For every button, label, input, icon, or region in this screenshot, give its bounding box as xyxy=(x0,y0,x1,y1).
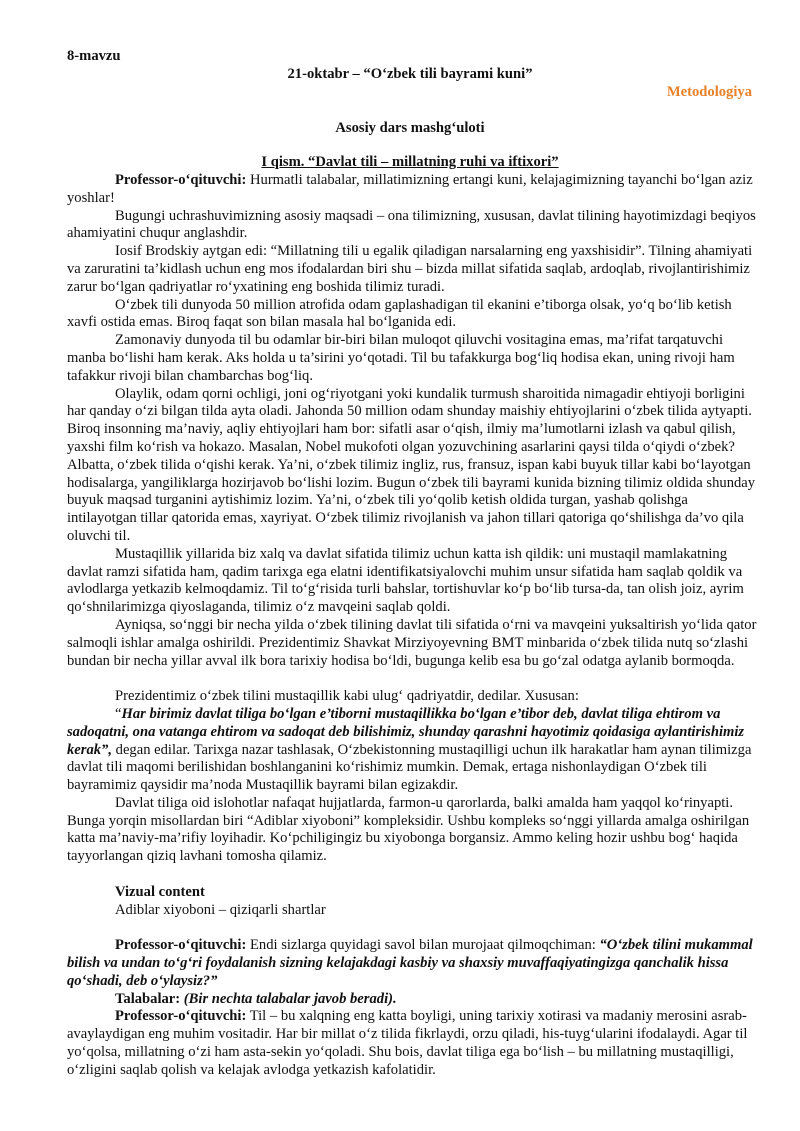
paragraph-12 xyxy=(67,937,757,990)
speaker-label: Talabalar: xyxy=(115,990,181,1007)
paragraph-1 xyxy=(67,172,757,208)
page-title: 21-oktabr – “O‘zbek tili bayrami kuni” xyxy=(287,66,533,82)
paragraph-10 xyxy=(67,706,757,795)
paragraph-4: O‘zbek tili dunyoda 50 million atrofida odam gaplashadigan til ekanini e’tiborga olsak, yo‘q bo‘lib ketish xavfi ostida emas. Biroq faqat son bilan masala hal bo‘lganida edi. xyxy=(67,296,732,331)
paragraph-text: Endi sizlarga quyidagi savol bilan murojaat qilmoqchiman: xyxy=(246,937,600,954)
visual-content-heading: Vizual content xyxy=(115,883,205,900)
paragraph-9: Prezidentimiz o‘zbek tilini mustaqillik kabi ulug‘ qadriyatdir, dedilar. Xususan: xyxy=(115,688,579,705)
paragraph-text: Hurmatli talabalar, millatimizning ertangi kuni, kelajagimizning tayanchi bo‘lgan aziz yoshlar! xyxy=(67,172,753,206)
part-title: I qism. “Davlat tili – millatning ruhi va iftixori” xyxy=(261,154,559,170)
document-body xyxy=(67,172,757,1080)
paragraph-2: Bugungi uchrashuvimizning asosiy maqsadi – ona tilimizning, xususan, davlat tilining hayotimizdagi beqiyos ahamiyatini chuqur anglashdir. xyxy=(67,207,756,242)
paragraph-6: Olaylik, odam qorni ochligi, joni og‘riyotgani yoki kundalik turmush sharoitida nimagadir ehtiyoji borligini har qanday o‘zi bilgan tilda ayta oladi. Jahonda 50 million odam shunday maishiy ehtiyojlarini o‘zbek tilida aytyapti. Biroq insonning ma’naviy, aqliy ehtiyojlari ham bor: sifatli asar o‘qish, ilmiy ma’lumotlarni izlash va qabul qilish, yaxshi film ko‘rish va hokazo. Masalan, Nobel mukofoti olgan yozuvchining asarlarini qaysi tilda o‘qiydi o‘zbek? Albatta, o‘zbek tilida o‘qishi kerak. Ya’ni, o‘zbek tilimiz ingliz, rus, fransuz, ispan kabi buyuk tillar kabi bo‘layotgan hodisalarga, yangiliklarga hozirjavob bo‘lishi lozim. Bugun o‘zbek tili bayrami kunida bizning tilimiz oldida shunday buyuk maqsad turganini aytishimiz lozim. Ya’ni, o‘zbek tili yo‘qolib ketish oldida turgan, yashab qolishga intilayotgan tillar qatorida emas, xayriyat. O‘zbek tilimiz rivojlanish va jahon tillari qatoriga qo‘shilishga da’vo qila oluvchi til. xyxy=(67,385,756,544)
paragraph-text: Til – bu xalqning eng katta boyligi, uning tarixiy xotirasi va madaniy merosini asrab-avaylaydigan eng muhim vositadir. Har bir millat o‘z tilida fikrlaydi, orzu qiladi, his-tuyg‘ularini ifodalaydi. Agar til yo‘qolsa, millatning o‘zi ham asta-sekin yo‘qoladi. Shu bois, davlat tiliga ega bo‘lish – bu millatning mustaqilligi, o‘zligini saqlab qolish va kelajak avlodga yetkazish kafolatidir. xyxy=(67,1008,748,1078)
students-answer: (Bir nechta talabalar javob beradi). xyxy=(180,990,397,1007)
spacer xyxy=(67,670,757,688)
paragraph-3: Iosif Brodskiy aytgan edi: “Millatning tili u egalik qiladigan narsalarning eng yaxshisidir”. Tilning ahamiyati va zaruratini ta’kidlash uchun eng mos ifodalardan biri shu – bizda millat sifatida saqlab, ardoqlab, rivojlantirishimiz zarur bo‘lgan qadriyatlar ro‘yxatining eng boshida tilimiz turadi. xyxy=(67,243,753,295)
paragraph-13 xyxy=(67,991,757,1009)
speaker-label: Professor-o‘qituvchi: xyxy=(115,1008,247,1025)
visual-content-text: Adiblar xiyoboni – qiziqarli shartlar xyxy=(115,901,326,918)
speaker-label: Professor-o‘qituvchi: xyxy=(115,172,247,188)
paragraph-5: Zamonaviy dunyoda til bu odamlar bir-biri bilan muloqot qiluvchi vositagina emas, ma’rifat tarqatuvchi manba bo‘lishi ham kerak. Aks holda u ta’sirini yo‘qotadi. Til bu tafakkurga bog‘liq hodisa ekan, uning rivoji ham tafakkur rivoji bilan chambarchas bog‘liq. xyxy=(67,332,735,384)
spacer xyxy=(67,919,757,937)
topic-number: 8-mavzu xyxy=(67,48,121,64)
category-label: Metodologiya xyxy=(666,84,752,100)
paragraph-14 xyxy=(67,1008,757,1079)
lesson-subtitle: Asosiy dars mashg‘uloti xyxy=(335,120,485,136)
president-quote: Har birimiz davlat tiliga bo‘lgan e’tiborni mustaqillikka bo‘lgan e’tibor deb, davlat tiliga ehtirom va sadoqatni, ona vatanga ehtirom va sadoqat deb bilishimiz, shunday qarashni hayotimiz qoidasiga aylantirishimiz kerak”, xyxy=(67,705,745,758)
paragraph-8: Ayniqsa, so‘nggi bir necha yilda o‘zbek tilining davlat tili sifatida o‘rni va mavqeini yuksaltirish yo‘lida qator salmoqli ishlar amalga oshirildi. Prezidentimiz Shavkat Mirziyoyevning BMT minbarida o‘zbek tilida nutq so‘zlashi bundan bir necha yillar avval ilk bora tarixiy hodisa bo‘ldi, bugunga kelib esa bu go‘zal odatga aylanib bormoqda. xyxy=(67,616,757,669)
speaker-label: Professor-o‘qituvchi: xyxy=(115,937,247,954)
paragraph-7: Mustaqillik yillarida biz xalq va davlat sifatida tilimiz uchun katta ish qildik: uni mustaqil mamlakatning davlat ramzi sifatida ham, qadim tarixga ega elatni identifikatsiyalovchi muhim unsur sifatida ham saqlab qoldik va avlodlarga yetkazib kelmoqdamiz. Til to‘g‘risida turli bahslar, tortishuvlar ko‘p bo‘lib tursa-da, tan olish joiz, ayrim qo‘shnilarimizga qiyoslaganda, tilimiz o‘z mavqeini saqlab qoldi. xyxy=(67,545,744,616)
spacer xyxy=(67,866,757,884)
paragraph-text: degan edilar. Tarixga nazar tashlasak, O‘zbekistonning mustaqilligi uchun ilk harakatlar ham aynan tilimizga davlat tili maqomi berilishidan boshlanganini ko‘rishimiz mumkin. Demak, ertaga nishonlaydigan O‘zbek tili bayramimiz qaysidir ma’noda Mustaqillik bayrami bilan egizakdir. xyxy=(67,741,752,794)
paragraph-11: Davlat tiliga oid islohotlar nafaqat hujjatlarda, farmon-u qarorlarda, balki amalda ham yaqqol ko‘rinyapti. Bunga yorqin misollardan biri “Adiblar xiyoboni” kompleksidir. Ushbu kompleks so‘nggi yillarda amalga oshirilgan katta ma’naviy-ma’rifiy loyihadir. Ko‘pchiligingiz bu xiyobonga borgansiz. Ammo keling hozir ushbu bog‘ haqida tayyorlangan qiziq lavhani tomosha qilamiz. xyxy=(67,794,750,865)
quote-open: “ xyxy=(115,705,122,722)
question-quote: “O‘zbek tilini mukammal bilish va undan to‘g‘ri foydalanish sizning kelajakdagi kasbiy va shaxsiy muvaffaqiyatingizga qanchalik hissa qo‘shadi, deb o‘ylaysiz?” xyxy=(67,937,753,989)
